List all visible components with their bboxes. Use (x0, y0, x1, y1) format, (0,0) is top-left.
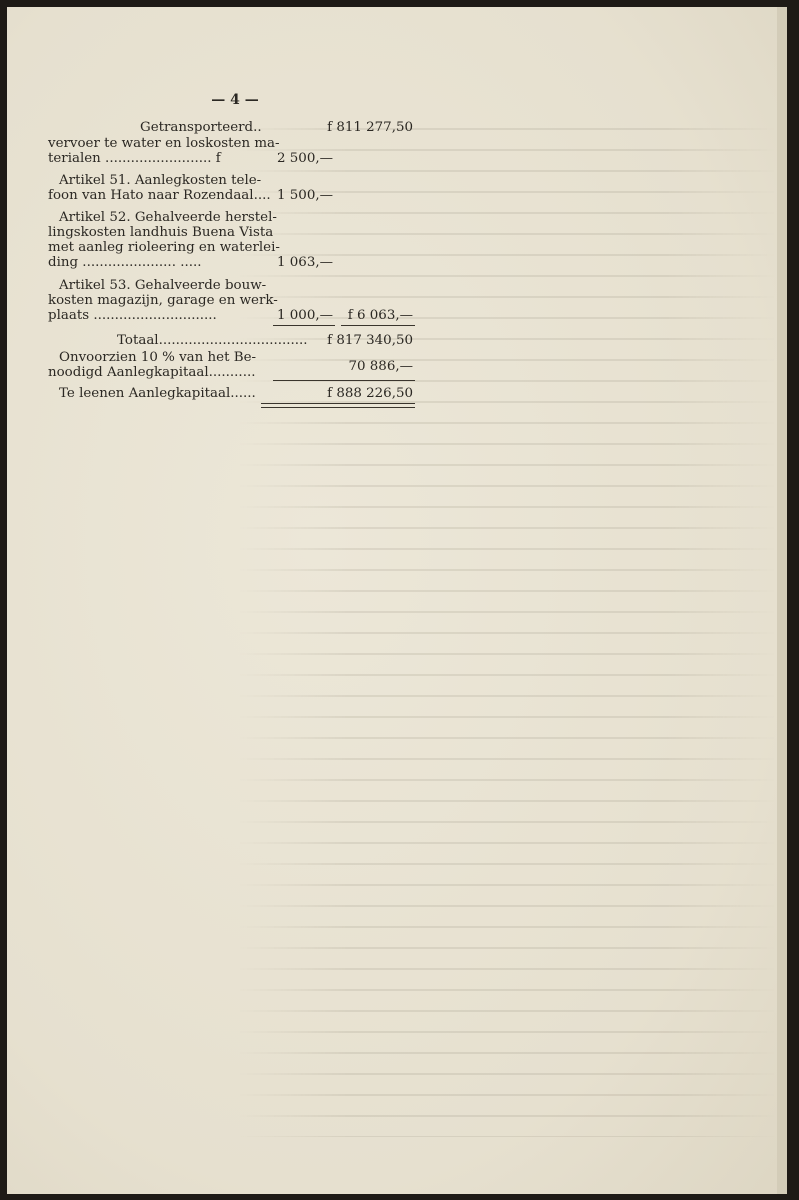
item-line: terialen ......................... f (48, 151, 221, 166)
item-line: Artikel 51. Aanlegkosten tele- (59, 173, 262, 188)
bleed-through-text (237, 117, 777, 1137)
double-rule (261, 407, 415, 408)
item-line: met aanleg rioleering en waterlei- (48, 240, 280, 255)
item-line: kosten magazijn, garage en werk- (48, 293, 278, 308)
transported-amount: f 811 277,50 (327, 120, 413, 135)
sum-rule (273, 325, 335, 326)
loan-amount: f 888 226,50 (327, 386, 413, 401)
item-line: plaats ............................. (48, 308, 217, 323)
transported-label: Getransporteerd.. (140, 120, 262, 135)
item-line: foon van Hato naar Rozendaal.... (48, 188, 271, 203)
item-line: ding ...................... ..... (48, 255, 202, 270)
sum-rule (341, 325, 415, 326)
subtotal-amount: f 6 063,— (347, 308, 413, 323)
item-line: lingskosten landhuis Buena Vista (48, 225, 274, 240)
double-rule (261, 403, 415, 404)
item-line: Artikel 53. Gehalveerde bouw- (59, 278, 267, 293)
loan-label: Te leenen Aanlegkapitaal...... (59, 386, 256, 401)
sum-rule (273, 380, 415, 381)
total-label: Totaal................................... (117, 333, 308, 348)
contingency-line: noodigd Aanlegkapitaal........... (48, 365, 256, 380)
document-page (7, 7, 787, 1194)
item-line: Artikel 52. Gehalveerde herstel- (59, 210, 277, 225)
page-edge (777, 7, 787, 1194)
item-amount: 1 500,— (277, 188, 333, 203)
contingency-line: Onvoorzien 10 % van het Be- (59, 350, 257, 365)
item-amount: 2 500,— (277, 151, 333, 166)
contingency-amount: 70 886,— (348, 359, 413, 374)
item-amount: 1 000,— (277, 308, 333, 323)
page-number: — 4 — (211, 92, 259, 108)
item-line: vervoer te water en loskosten ma- (48, 136, 280, 151)
total-amount: f 817 340,50 (327, 333, 413, 348)
item-amount: 1 063,— (277, 255, 333, 270)
